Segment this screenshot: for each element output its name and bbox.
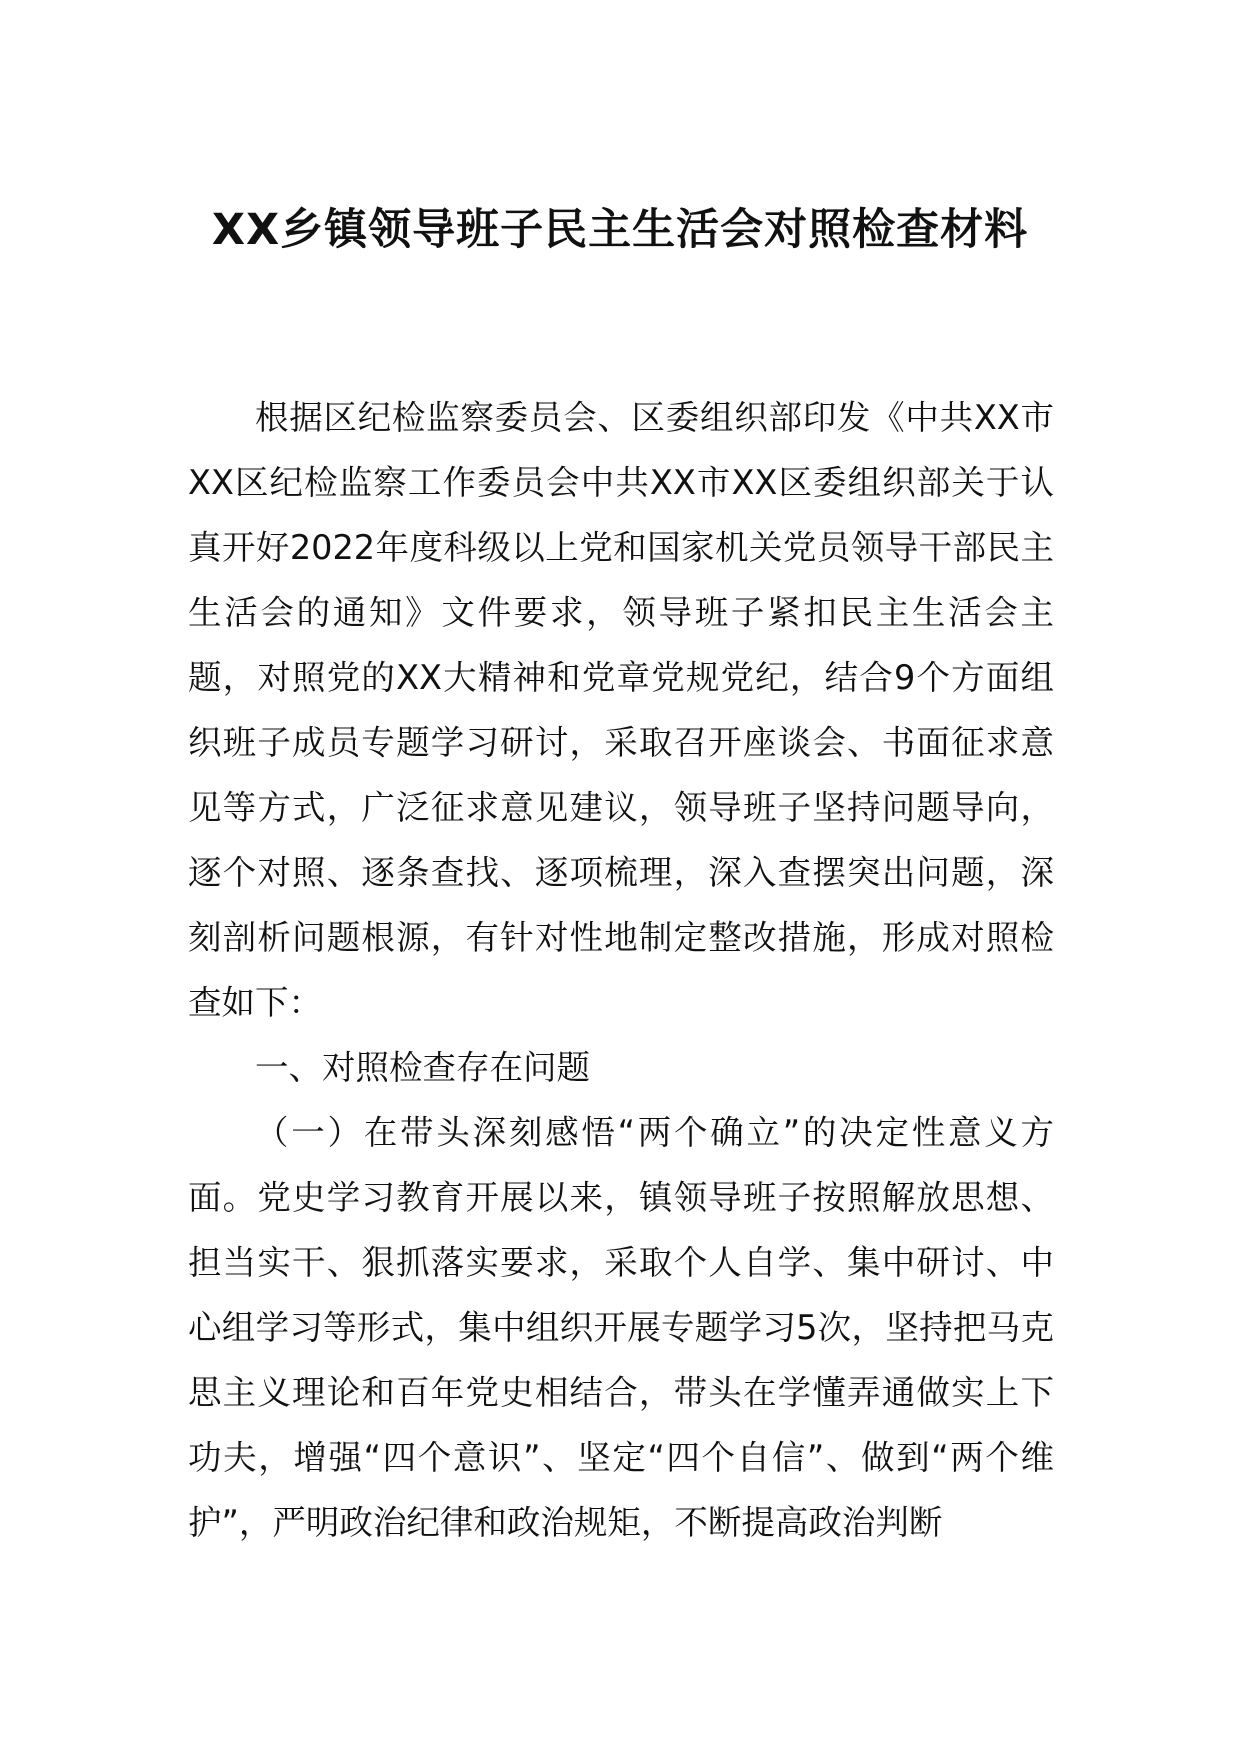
document-body bbox=[188, 385, 1054, 1555]
document-title: XX乡镇领导班子民主生活会对照检查材料 bbox=[211, 205, 1029, 255]
subsection-paragraph: （一）在带头深刻感悟“两个确立”的决定性意义方面。党史学习教育开展以来，镇领导班子按照解放思想、担当实干、狠抓落实要求，采取个人自学、集中研讨、中心组学习等形式，集中组织开展专题学习5次，坚持把马克思主义理论和百年党史相结合，带头在学懂弄通做实上下功夫，增强“四个意识”、坚定“四个自信”、做到“两个维护”，严明政治纪律和政治规矩，不断提高政治判断 bbox=[188, 1113, 1054, 1542]
intro-paragraph: 根据区纪检监察委员会、区委组织部印发《中共XX市XX区纪检监察工作委员会中共XX市XX区委组织部关于认真开好2022年度科级以上党和国家机关党员领导干部民主生活会的通知》文件要求，领导班子紧扣民主生活会主题，对照党的XX大精神和党章党规党纪，结合9个方面组织班子成员专题学习研讨，采取召开座谈会、书面征求意见等方式，广泛征求意见建议，领导班子坚持问题导向，逐个对照、逐条查找、逐项梳理，深入查摆突出问题，深刻剖析问题根源，有针对性地制定整改措施，形成对照检查如下： bbox=[188, 398, 1054, 1022]
section-heading: 一、对照检查存在问题 bbox=[255, 1048, 590, 1087]
